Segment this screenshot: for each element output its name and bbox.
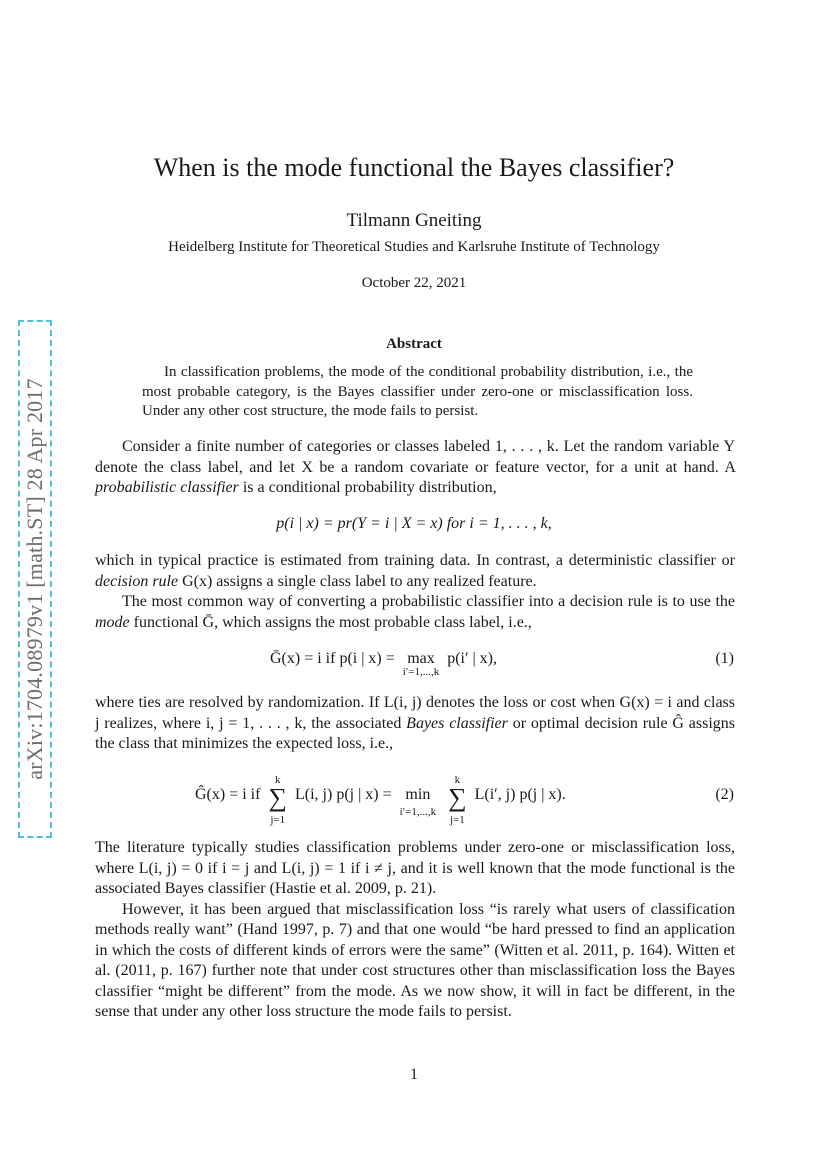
paragraph-4	[95, 693, 735, 755]
equation-2-sum2-lower: j=1	[449, 814, 465, 826]
equation-2-number: (2)	[715, 786, 734, 803]
paragraph-2-end: G(x) assigns a single class label to any realized feature.	[182, 572, 537, 590]
equation-pmf	[0, 515, 828, 533]
paper-title: When is the mode functional the Bayes classifier?	[153, 153, 675, 182]
equation-2-min-subscript: i′=1,...,k	[399, 806, 437, 818]
paragraph-5	[95, 838, 735, 1023]
emphasis-probabilistic-classifier: probabilistic classifier	[95, 479, 239, 496]
equation-2-middle: L(i, j) p(j | x) =	[295, 786, 392, 803]
equation-2-right: L(i′, j) p(j | x).	[474, 786, 566, 803]
equation-1-max: max	[407, 650, 435, 667]
page-number: 1	[410, 1066, 418, 1083]
equation-2-sum-lower: j=1	[270, 814, 286, 826]
paragraph-1-text: Consider a finite number of categories or classes labeled 1, . . . , k. Let the random variable Y denote the class label, and let X be a random covariate or feature vector, for a unit at hand. A	[95, 438, 735, 476]
arxiv-identifier: arXiv:1704.08979v1 [math.ST] 28 Apr 2017	[22, 378, 47, 780]
paragraph-3-end: functional Ḡ, which assigns the most probable class label, i.e.,	[133, 613, 532, 631]
paragraph-2-text: which in typical practice is estimated from training data. In contrast, a deterministic classifier or	[95, 552, 735, 569]
equation-1	[270, 650, 497, 686]
abstract-body: In classification problems, the mode of the conditional probability distribution, i.e., the most probable category, is the Bayes classifier under zero-one or misclassification loss. Under any other cost structure, the mode fails to persist.	[142, 364, 693, 419]
equation-2-sum2-upper: k	[454, 774, 461, 786]
summation-sign-2: ∑	[448, 783, 467, 812]
summation-sign-1: ∑	[268, 783, 287, 812]
emphasis-bayes-classifier: Bayes classifier	[406, 714, 508, 732]
abstract-text	[142, 363, 693, 422]
paragraph-1-end: is a conditional probability distribution,	[242, 479, 497, 496]
paragraph-2	[95, 551, 735, 633]
paragraph-1	[95, 437, 735, 499]
equation-1-right: p(i′ | x),	[447, 650, 498, 667]
equation-2	[195, 770, 566, 829]
equation-2-min: min	[405, 786, 431, 803]
author-name: Tilmann Gneiting	[346, 210, 482, 231]
equation-1-max-subscript: i′=1,...,k	[402, 666, 440, 678]
equation-1-number: (1)	[715, 650, 734, 667]
equation-2-left: Ĝ(x) = i if	[195, 786, 261, 803]
author-affiliation: Heidelberg Institute for Theoretical Studies and Karlsruhe Institute of Technology	[168, 239, 660, 255]
emphasis-mode: mode	[95, 613, 130, 631]
equation-2-sum-upper: k	[274, 774, 281, 786]
paragraph-6-text: However, it has been argued that misclassification loss “is rarely what users of classification methods really want” (Hand 1997, p. 7) and that one would “be hard pressed to find an application in which the costs of different kinds of errors were the same” (Witten et al. 2011, p. 164). Witten et al. (2011, p. 167) further note that under cost structures other than misclassification loss the Bayes classifier “might be different” from the mode. As we now show, it will in fact be different, in the sense that under any other loss structure the mode fails to persist.	[95, 900, 735, 1020]
equation-pmf-text: p(i | x) = pr(Y = i | X = x) for i = 1, . . . , k,	[276, 515, 552, 532]
paragraph-4-end: or optimal decision rule Ĝ assigns the class that minimizes the expected loss, i.e.,	[95, 714, 736, 752]
paragraph-3-text: The most common way of converting a probabilistic classifier into a decision rule is to use the	[122, 593, 735, 610]
emphasis-decision-rule: decision rule	[95, 572, 179, 590]
paragraph-4-text: where ties are resolved by randomization. If L(i, j) denotes the loss or cost when G(x) = i and class j realizes, where i, j = 1, . . . , k, the associated	[95, 694, 735, 732]
equation-1-left: Ḡ(x) = i if p(i | x) =	[270, 650, 395, 667]
arxiv-stamp	[18, 320, 52, 838]
paper-date: October 22, 2021	[361, 275, 467, 291]
paragraph-5-text: The literature typically studies classification problems under zero-one or misclassification loss, where L(i, j) = 0 if i = j and L(i, j) = 1 if i ≠ j, and it is well known that the mode functional is the associated Bayes classifier (Hastie et al. 2009, p. 21).	[95, 839, 735, 897]
abstract-heading: Abstract	[386, 336, 442, 352]
